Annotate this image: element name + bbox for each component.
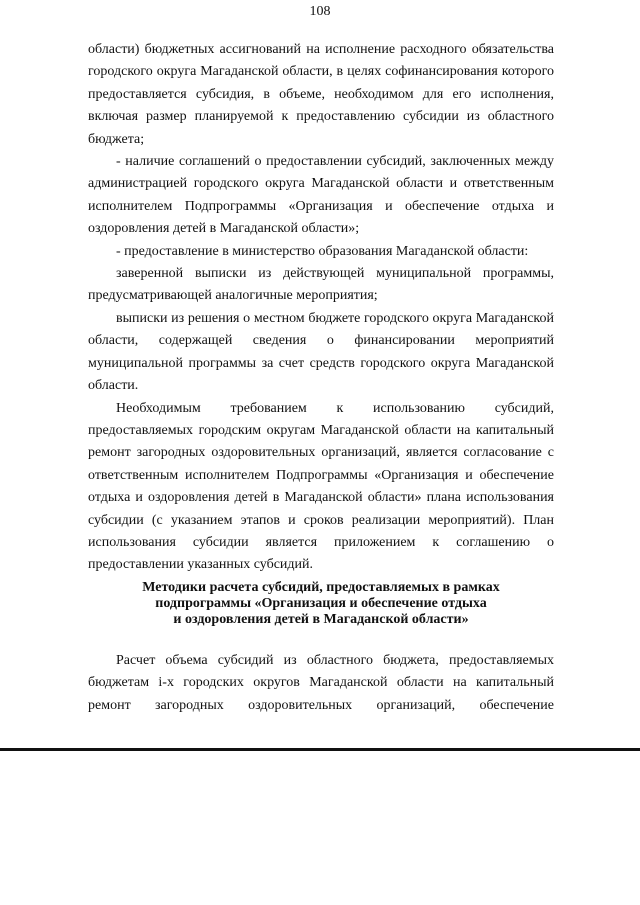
section-heading-line-2: подпрограммы «Организация и обеспечение отдыха (155, 595, 487, 611)
paragraph-calculation-method: Расчет объема субсидий из областного бюджета, предоставляемых бюджетам i-х городских округов Магаданской области на капитальный ремонт загородных оздоровительных организаций, обеспечение (88, 652, 554, 713)
paragraph-program-extract: заверенной выписки из действующей муниципальной программы, предусматривающей аналогичные мероприятия; (88, 266, 554, 304)
spacer (88, 628, 554, 650)
paragraph-subsidy-agreements: - наличие соглашений о предоставлении субсидий, заключенных между администрацией городского округа Магаданской области и ответственным исполнителем Подпрограммы «Организация и обеспечение отдыха и оздоровления детей в Магаданской области»; (88, 154, 554, 237)
document-body (88, 39, 554, 717)
paragraph-usage-requirement: Необходимым требованием к использованию субсидий, предоставляемых городским округам Магаданской области на капитальный ремонт загородных оздоровительных организаций, является согласование с ответственным исполнителем Подпрограммы «Организация и обеспечение отдыха и оздоровления детей в Магаданской области» плана использования субсидии (с указанием этапов и сроков реализации мероприятий). План использования субсидии является приложением к соглашению о предоставлении указанных субсидий. (88, 400, 554, 573)
section-heading-line-3: и оздоровления детей в Магаданской области» (173, 611, 469, 627)
page-number: 108 (309, 4, 331, 19)
paragraph-budget-decision-extract: выписки из решения о местном бюджете городского округа Магаданской области, содержащей сведения о финансировании мероприятий муниципальной программы за счет средств городского округа Магаданской области. (88, 310, 554, 394)
section-heading (88, 580, 554, 628)
paragraph-budget-allocations: области) бюджетных ассигнований на исполнение расходного обязательства городского округа Магаданской области, в целях софинансирования которого предоставляется субсидия, в объеме, необходимом для его исполнения, включая размер планируемой к предоставлению субсидии из областного бюджета; (88, 42, 554, 147)
page-bottom-rule (0, 748, 640, 751)
section-heading-line-1: Методики расчета субсидий, предоставляемых в рамках (142, 579, 500, 595)
paragraph-ministry-submission: - предоставление в министерство образования Магаданской области: (116, 243, 529, 259)
